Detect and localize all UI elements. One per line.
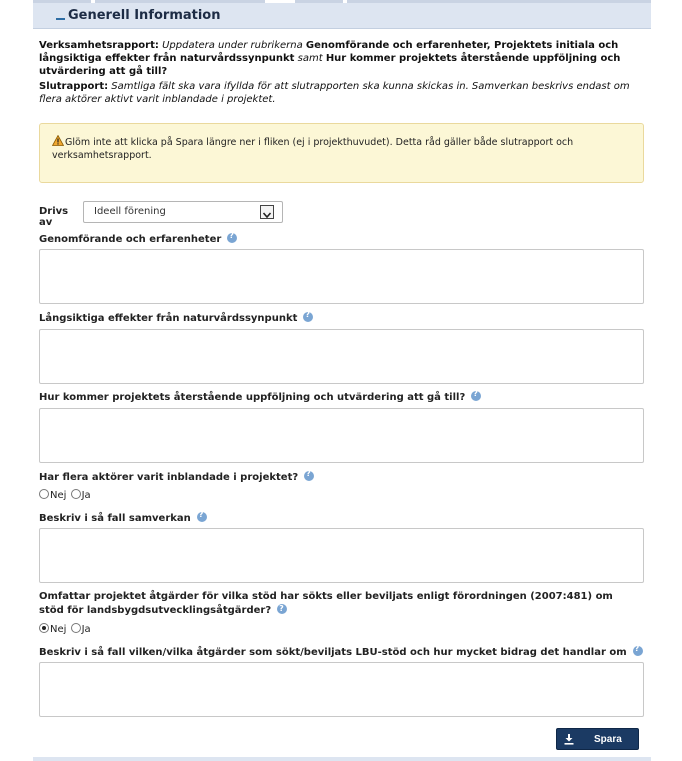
drivs-select-value: Ideell förening <box>94 206 166 217</box>
radio-label-ja: Ja <box>81 490 91 501</box>
verksamhet-b2: Hur kommer projektets återstående uppföljning och utvärdering att gå till? <box>39 53 621 77</box>
verksamhet-em1: Uppdatera under rubrikerna <box>162 40 303 51</box>
aktorer-question-text: Har flera aktörer varit inblandade i projektet? <box>39 472 299 483</box>
help-icon[interactable] <box>277 604 287 614</box>
lbu-radio-group <box>39 623 92 637</box>
lbu-describe-label-text: Beskriv i så fall vilken/vilka åtgärder som sökt/beviljats LBU-stöd och hur mycket bidrag det handlar om <box>39 647 627 658</box>
slutrapport-info <box>39 80 639 106</box>
radio-label-nej: Nej <box>50 490 67 501</box>
samverkan-label-text: Beskriv i så fall samverkan <box>39 513 191 524</box>
help-icon[interactable] <box>197 512 207 522</box>
lbu-question-text: Omfattar projektet åtgärder för vilka stöd har sökts eller beviljats enligt förordningen (2007:481) om stöd för landsbygdsutvecklingsåtgärder? <box>39 591 613 616</box>
verksamhet-em2: samt <box>297 53 323 64</box>
warning-icon <box>52 135 64 146</box>
aktorer-radio-group <box>39 489 92 503</box>
slut-label: Slutrapport: <box>39 81 109 92</box>
genomforande-label <box>39 233 237 245</box>
warning-box <box>39 123 644 183</box>
warning-text: Glöm inte att klicka på Spara längre ner i fliken (ej i projekthuvudet). Detta råd gäller både slutrapport och verksamhetsrapport. <box>52 137 574 161</box>
drivs-select[interactable] <box>83 201 283 223</box>
help-icon[interactable] <box>471 391 481 401</box>
genomforande-textarea[interactable] <box>39 249 644 304</box>
help-icon[interactable] <box>304 471 314 481</box>
drivs-label: Drivs av <box>39 206 69 228</box>
section-title: Generell Information <box>68 8 221 23</box>
genomforande-label-text: Genomförande och erfarenheter <box>39 234 222 245</box>
langsiktiga-label <box>39 312 313 324</box>
lbu-describe-label <box>39 646 643 658</box>
lbu-ja-radio[interactable] <box>71 623 81 633</box>
lbu-textarea[interactable] <box>39 662 644 717</box>
radio-label-nej: Nej <box>50 624 67 635</box>
aktorer-ja-radio[interactable] <box>71 489 81 499</box>
lbu-nej-radio[interactable] <box>39 623 49 633</box>
chevron-down-icon[interactable] <box>260 205 274 219</box>
samverkan-textarea[interactable] <box>39 528 644 583</box>
langsiktiga-textarea[interactable] <box>39 329 644 384</box>
radio-label-ja: Ja <box>81 624 91 635</box>
verksamhetsrapport-info <box>39 39 639 78</box>
download-icon <box>564 734 574 745</box>
slut-text: Samtliga fält ska vara ifyllda för att slutrapporten ska kunna skickas in. Samverkan beskrivs endast om flera aktörer aktivt varit inblandade i projektet. <box>39 81 630 105</box>
section-header[interactable] <box>33 3 651 29</box>
save-button[interactable] <box>556 728 639 750</box>
aktorer-question <box>39 471 314 483</box>
uppfoljning-label-text: Hur kommer projektets återstående uppföljning och utvärdering att gå till? <box>39 392 466 403</box>
help-icon[interactable] <box>227 233 237 243</box>
verksamhet-label: Verksamhetsrapport: <box>39 40 159 51</box>
help-icon[interactable] <box>633 646 643 656</box>
collapse-minus-icon[interactable] <box>56 18 65 20</box>
save-button-label: Spara <box>594 734 622 745</box>
help-icon[interactable] <box>303 312 313 322</box>
uppfoljning-label <box>39 391 481 403</box>
langsiktiga-label-text: Långsiktiga effekter från naturvårdssynpunkt <box>39 313 298 324</box>
verksamhet-b1: Genomförande och erfarenheter, Projektets initiala och långsiktiga effekter från naturvårdssynpunkt <box>39 40 619 64</box>
aktorer-nej-radio[interactable] <box>39 489 49 499</box>
bottom-section-bar <box>33 757 651 761</box>
samverkan-label <box>39 512 207 524</box>
lbu-question <box>39 590 639 618</box>
uppfoljning-textarea[interactable] <box>39 408 644 463</box>
